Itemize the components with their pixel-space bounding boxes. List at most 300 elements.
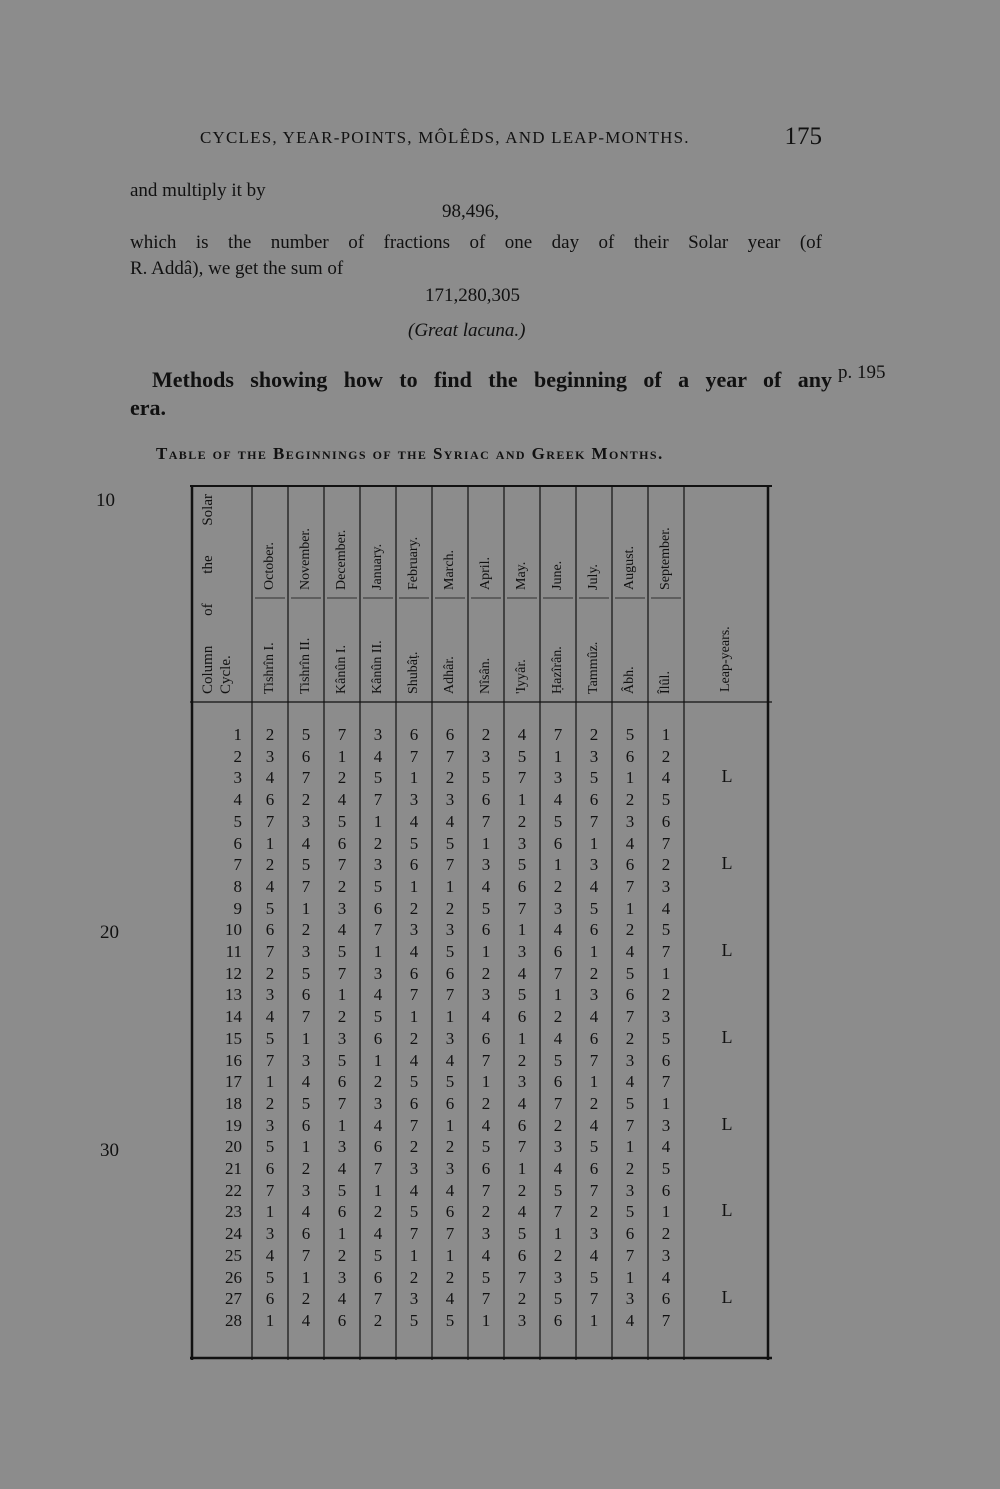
table-cell: 5 (661, 920, 671, 940)
leap-year-mark: L (721, 1113, 733, 1134)
table-cell: 2 (517, 1180, 527, 1200)
table-cell: 6 (409, 855, 419, 875)
table-cell: 5 (265, 898, 275, 918)
cycle-number-cell: 14 (225, 1007, 242, 1027)
table-cell: 4 (481, 1245, 491, 1265)
table-cell: 6 (517, 876, 527, 896)
table-cell: 4 (553, 1028, 563, 1048)
cycle-number-cell: 3 (233, 768, 242, 788)
table-cell: 2 (301, 1159, 311, 1178)
table-cell: 1 (409, 876, 419, 896)
month-header-syriac: Âbh. (622, 666, 637, 694)
table-cell: 5 (337, 1180, 347, 1200)
table-cell: 1 (553, 1224, 563, 1244)
table-cell: 7 (661, 1072, 671, 1092)
table-cell: 4 (337, 1159, 347, 1178)
table-cell: 2 (661, 855, 671, 875)
table-cell: 7 (661, 833, 671, 853)
table-cell: 3 (301, 1180, 311, 1200)
first-column-header-line-2: Cycle. (218, 655, 234, 694)
table-cell: 1 (625, 898, 635, 918)
month-header-syriac: Ḥazîrân. (550, 646, 565, 694)
cycle-number-cell: 11 (225, 942, 242, 961)
table-cell: 5 (517, 855, 527, 875)
line-number-20: 20 (100, 922, 119, 943)
table-cell: 1 (337, 1115, 347, 1135)
table-cell: 1 (445, 1245, 455, 1265)
cycle-number-cell: 21 (225, 1159, 242, 1178)
table-cell: 1 (337, 985, 347, 1005)
table-cell: 5 (301, 963, 311, 983)
cycle-number-cell: 18 (225, 1093, 242, 1113)
table-cell: 2 (625, 1028, 635, 1048)
table-cell: 7 (625, 1245, 635, 1265)
table-cell: 1 (661, 1093, 671, 1113)
table-cell: 2 (661, 746, 671, 766)
cycle-number-cell: 13 (225, 985, 242, 1005)
table-cell: 4 (625, 833, 635, 853)
table-cell: 1 (409, 1245, 419, 1265)
leap-year-mark: L (721, 1287, 733, 1308)
table-cell: 6 (409, 1093, 419, 1113)
table-cell: 3 (661, 1245, 671, 1265)
table-cell: 3 (409, 790, 419, 810)
table-cell: 1 (589, 1072, 599, 1092)
month-header-greek: March. (442, 549, 457, 590)
table-cell: 2 (661, 985, 671, 1005)
cycle-number-cell: 23 (225, 1202, 242, 1222)
table-cell: 5 (409, 1202, 419, 1222)
table-cell: 4 (517, 725, 527, 744)
table-cell: 4 (373, 985, 383, 1005)
table-cell: 1 (553, 746, 563, 766)
table-cell: 4 (445, 811, 455, 831)
table-cell: 6 (373, 1028, 383, 1048)
table-cell: 7 (481, 1289, 491, 1309)
table-cell: 7 (625, 1115, 635, 1135)
table-cell: 1 (373, 1180, 383, 1200)
table-cell: 2 (481, 1202, 491, 1222)
table-cell: 4 (589, 876, 599, 896)
table-cell: 3 (661, 1115, 671, 1135)
table-cell: 7 (661, 1310, 671, 1330)
table-cell: 3 (517, 1072, 527, 1092)
table-cell: 2 (337, 876, 347, 896)
table-cell: 3 (445, 790, 455, 810)
table-cell: 3 (481, 985, 491, 1005)
table-cell: 1 (553, 855, 563, 875)
table-cell: 5 (661, 1159, 671, 1178)
table-cell: 6 (337, 833, 347, 853)
table-cell: 5 (445, 1072, 455, 1092)
body-text-line-1: and multiply it by (130, 180, 266, 201)
table-cell: 4 (265, 1007, 275, 1027)
table-cell: 5 (625, 1093, 635, 1113)
table-cell: 6 (661, 811, 671, 831)
table-cell: 4 (301, 1072, 311, 1092)
table-cell: 5 (373, 876, 383, 896)
table-cell: 1 (517, 920, 527, 940)
body-text-line-3: R. Addâ), we get the sum of (130, 258, 344, 279)
table-cell: 3 (589, 1224, 599, 1244)
table-cell: 1 (625, 768, 635, 788)
table-cell: 7 (301, 876, 311, 896)
month-header-syriac: Tishrîn II. (298, 637, 313, 694)
table-cell: 6 (481, 1028, 491, 1048)
month-header-syriac: Adhâr. (442, 656, 457, 694)
table-cell: 4 (661, 1267, 671, 1287)
table-cell: 4 (409, 942, 419, 961)
table-cell: 4 (445, 1050, 455, 1070)
table-cell: 2 (445, 1137, 455, 1157)
table-cell: 7 (553, 725, 563, 744)
table-cell: 2 (265, 1093, 275, 1113)
table-cell: 2 (373, 1310, 383, 1330)
month-header-syriac: Kânûn II. (370, 640, 385, 694)
table-cell: 1 (481, 833, 491, 853)
running-head (200, 123, 822, 150)
table-cell: 2 (553, 876, 563, 896)
table-cell: 6 (409, 725, 419, 744)
table-cell: 2 (265, 725, 275, 744)
table-cell: 7 (517, 1267, 527, 1287)
table-cell: 4 (481, 1115, 491, 1135)
leap-year-mark: L (721, 940, 733, 960)
table-cell: 6 (625, 746, 635, 766)
table-cell: 1 (445, 1115, 455, 1135)
table-cell: 7 (337, 1093, 347, 1113)
table-cell: 7 (265, 811, 275, 831)
table-cell: 7 (553, 963, 563, 983)
table-cell: 5 (265, 1137, 275, 1157)
month-header-greek: April. (478, 556, 493, 590)
table-cell: 3 (445, 1028, 455, 1048)
table-cell: 2 (265, 963, 275, 983)
table-cell: 3 (625, 811, 635, 831)
month-header-greek: September. (658, 527, 673, 590)
table-cell: 5 (517, 746, 527, 766)
table-cell: 2 (589, 1202, 599, 1222)
table-cell: 6 (337, 1310, 347, 1330)
table-cell: 6 (265, 790, 275, 810)
cycle-number-cell: 25 (225, 1245, 242, 1265)
table-cell: 6 (445, 725, 455, 744)
table-cell: 4 (373, 746, 383, 766)
table-cell: 3 (337, 1137, 347, 1157)
table-cell: 6 (373, 898, 383, 918)
table-cell: 2 (445, 768, 455, 788)
table-cell: 4 (301, 1202, 311, 1222)
table-cell: 6 (445, 963, 455, 983)
table-cell: 4 (661, 768, 671, 788)
table-cell: 4 (481, 1007, 491, 1027)
table-cell: 1 (481, 942, 491, 961)
table-cell: 3 (481, 1224, 491, 1244)
table-cell: 2 (373, 833, 383, 853)
month-header-syriac: 'Iyyâr. (514, 659, 529, 694)
table-cell: 2 (625, 790, 635, 810)
table-cell: 5 (589, 768, 599, 788)
table-cell: 6 (409, 963, 419, 983)
table-cell: 6 (589, 1028, 599, 1048)
table-cell: 3 (409, 1159, 419, 1178)
table-cell: 2 (337, 1007, 347, 1027)
table-cell: 4 (445, 1289, 455, 1309)
table-cell: 4 (409, 1180, 419, 1200)
cycle-number-cell: 6 (233, 833, 242, 853)
table-cell: 3 (661, 876, 671, 896)
table-cell: 1 (265, 833, 275, 853)
table-cell: 6 (445, 1202, 455, 1222)
table-cell: 4 (625, 942, 635, 961)
leap-year-mark: L (721, 1026, 733, 1047)
table-cell: 7 (589, 1289, 599, 1309)
table-cell: 6 (589, 790, 599, 810)
table-cell: 5 (265, 1267, 275, 1287)
month-header-syriac: Nîsân. (478, 657, 493, 694)
table-cell: 1 (445, 1007, 455, 1027)
table-cell: 5 (373, 1245, 383, 1265)
cycle-number-cell: 28 (225, 1310, 242, 1330)
month-header-greek: June. (550, 560, 565, 590)
table-cell: 6 (553, 942, 563, 961)
table-cell: 3 (301, 811, 311, 831)
table-cell: 3 (589, 985, 599, 1005)
table-cell: 3 (337, 1267, 347, 1287)
month-header-greek: August. (622, 546, 637, 590)
table-cell: 1 (625, 1267, 635, 1287)
table-cell: 2 (481, 725, 491, 744)
month-header-greek: December. (334, 529, 349, 590)
cycle-number-cell: 26 (225, 1267, 242, 1287)
table-cell: 7 (553, 1202, 563, 1222)
cycle-number-cell: 9 (233, 898, 242, 918)
table-cell: 4 (373, 1224, 383, 1244)
table-cell: 4 (337, 920, 347, 940)
leap-year-mark: L (721, 766, 733, 787)
table-cell: 6 (481, 1159, 491, 1178)
table-cell: 1 (337, 746, 347, 766)
table-cell: 5 (589, 898, 599, 918)
cycle-number-cell: 7 (233, 855, 242, 875)
table-cell: 5 (589, 1267, 599, 1287)
table-cell: 1 (481, 1072, 491, 1092)
table-cell: 2 (553, 1245, 563, 1265)
cycle-number-cell: 19 (225, 1115, 242, 1135)
table-cell: 4 (265, 876, 275, 896)
table-cell: 1 (301, 1137, 311, 1157)
table-cell: 2 (481, 1093, 491, 1113)
month-header-syriac: Îlûl. (658, 671, 673, 694)
table-cell: 7 (445, 855, 455, 875)
table-cell: 6 (301, 985, 311, 1005)
table-cell: 5 (481, 1137, 491, 1157)
table-cell: 7 (301, 1007, 311, 1027)
table-cell: 1 (265, 1202, 275, 1222)
table-cell: 2 (445, 1267, 455, 1287)
table-cell: 1 (625, 1137, 635, 1157)
table-cell: 1 (589, 1310, 599, 1330)
table-cell: 7 (445, 1224, 455, 1244)
leap-year-mark: L (721, 1200, 733, 1221)
month-header-syriac: Kânûn I. (334, 645, 349, 694)
table-cell: 5 (445, 833, 455, 853)
table-cell: 4 (481, 876, 491, 896)
table-cell: 3 (373, 855, 383, 875)
table-cell: 4 (265, 768, 275, 788)
table-cell: 3 (661, 1007, 671, 1027)
table-cell: 6 (481, 790, 491, 810)
table-cell: 3 (625, 1289, 635, 1309)
table-cell: 5 (409, 1310, 419, 1330)
margin-page-reference: p. 195 (838, 362, 886, 383)
cycle-number-cell: 20 (225, 1137, 242, 1157)
table-cell: 4 (409, 811, 419, 831)
section-heading-line-1: Methods showing how to find the beginning of a year of any (152, 367, 832, 392)
table-cell: 1 (373, 811, 383, 831)
table-cell: 4 (625, 1310, 635, 1330)
table-cell: 3 (265, 1115, 275, 1135)
table-cell: 4 (661, 1137, 671, 1157)
cycle-number-cell: 12 (225, 963, 242, 983)
table-cell: 1 (517, 1159, 527, 1178)
table-cell: 6 (661, 1289, 671, 1309)
table-cell: 1 (409, 768, 419, 788)
cycle-number-cell: 1 (233, 725, 242, 744)
table-cell: 5 (337, 942, 347, 961)
table-cell: 3 (301, 1050, 311, 1070)
cycle-number-cell: 17 (225, 1072, 242, 1092)
table-cell: 4 (589, 1245, 599, 1265)
table-cell: 3 (373, 725, 383, 744)
table-cell: 6 (625, 1224, 635, 1244)
table-cell: 5 (553, 811, 563, 831)
table-cell: 7 (481, 1180, 491, 1200)
table-cell: 2 (661, 1224, 671, 1244)
table-cell: 6 (625, 855, 635, 875)
table-cell: 2 (373, 1202, 383, 1222)
table-cell: 6 (265, 1159, 275, 1178)
table-cell: 2 (409, 1267, 419, 1287)
table-cell: 2 (589, 725, 599, 744)
table-cell: 2 (625, 920, 635, 940)
table-title: Table of the Beginnings of the Syriac and Greek Months. (156, 444, 664, 463)
months-table (190, 484, 772, 1360)
table-cell: 3 (409, 1289, 419, 1309)
cycle-number-cell: 2 (233, 746, 242, 766)
table-cell: 3 (265, 985, 275, 1005)
table-cell: 5 (265, 1028, 275, 1048)
table-cell: 1 (265, 1072, 275, 1092)
cycle-number-cell: 5 (233, 811, 242, 831)
table-cell: 3 (409, 920, 419, 940)
table-cell: 7 (301, 768, 311, 788)
table-cell: 5 (301, 725, 311, 744)
table-cell: 5 (517, 985, 527, 1005)
month-header-greek: February. (406, 536, 421, 590)
table-cell: 7 (409, 985, 419, 1005)
table-cell: 5 (481, 768, 491, 788)
table-cell: 7 (445, 985, 455, 1005)
table-cell: 5 (481, 1267, 491, 1287)
table-cell: 6 (265, 1289, 275, 1309)
month-header-greek: October. (262, 542, 277, 590)
table-cell: 4 (301, 1310, 311, 1330)
table-cell: 3 (481, 855, 491, 875)
table-cell: 3 (553, 1267, 563, 1287)
table-cell: 5 (625, 1202, 635, 1222)
table-cell: 2 (517, 1050, 527, 1070)
table-cell: 6 (661, 1050, 671, 1070)
table-cell: 1 (337, 1224, 347, 1244)
table-cell: 1 (409, 1007, 419, 1027)
table-cell: 7 (265, 1050, 275, 1070)
table-cell: 3 (445, 920, 455, 940)
table-cell: 6 (589, 920, 599, 940)
table-cell: 1 (589, 942, 599, 961)
table-cell: 1 (517, 790, 527, 810)
table-cell: 6 (445, 1093, 455, 1113)
table-cell: 1 (481, 1310, 491, 1330)
cycle-number-cell: 15 (225, 1028, 242, 1048)
table-cell: 7 (409, 1115, 419, 1135)
table-cell: 2 (445, 898, 455, 918)
table-cell: 7 (625, 876, 635, 896)
table-cell: 5 (481, 898, 491, 918)
table-cell: 4 (373, 1115, 383, 1135)
table-cell: 4 (589, 1007, 599, 1027)
table-cell: 3 (553, 898, 563, 918)
table-cell: 5 (409, 833, 419, 853)
table-cell: 4 (661, 898, 671, 918)
table-cell: 4 (553, 920, 563, 940)
table-cell: 3 (589, 746, 599, 766)
table-cell: 3 (517, 1310, 527, 1330)
cycle-number-cell: 27 (225, 1289, 242, 1309)
section-heading (130, 366, 832, 422)
cycle-number-cell: 16 (225, 1050, 242, 1070)
table-cell: 7 (373, 790, 383, 810)
table-cell: 3 (445, 1159, 455, 1178)
table-cell: 6 (517, 1007, 527, 1027)
table-cell: 4 (553, 790, 563, 810)
table-cell: 5 (445, 1310, 455, 1330)
table-cell: 1 (265, 1310, 275, 1330)
table-cell: 4 (553, 1159, 563, 1178)
table-cell: 5 (517, 1224, 527, 1244)
table-cell: 3 (553, 1137, 563, 1157)
table-cell: 1 (445, 876, 455, 896)
table-cell: 2 (373, 1072, 383, 1092)
table-cell: 7 (373, 920, 383, 940)
table-cell: 6 (301, 1115, 311, 1135)
table-cell: 6 (373, 1267, 383, 1287)
table-cell: 6 (265, 920, 275, 940)
table-cell: 3 (337, 1028, 347, 1048)
table-cell: 2 (301, 1289, 311, 1309)
month-header-syriac: Shubâṭ. (406, 651, 421, 694)
table-cell: 1 (661, 725, 671, 744)
table-cell: 7 (301, 1245, 311, 1265)
table-cell: 7 (373, 1159, 383, 1178)
table-cell: 2 (553, 1115, 563, 1135)
table-cell: 4 (589, 1115, 599, 1135)
table-cell: 6 (517, 1245, 527, 1265)
table-cell: 6 (625, 985, 635, 1005)
table-cell: 3 (589, 855, 599, 875)
table-cell: 4 (625, 1072, 635, 1092)
lacuna-note: (Great lacuna.) (408, 320, 526, 341)
